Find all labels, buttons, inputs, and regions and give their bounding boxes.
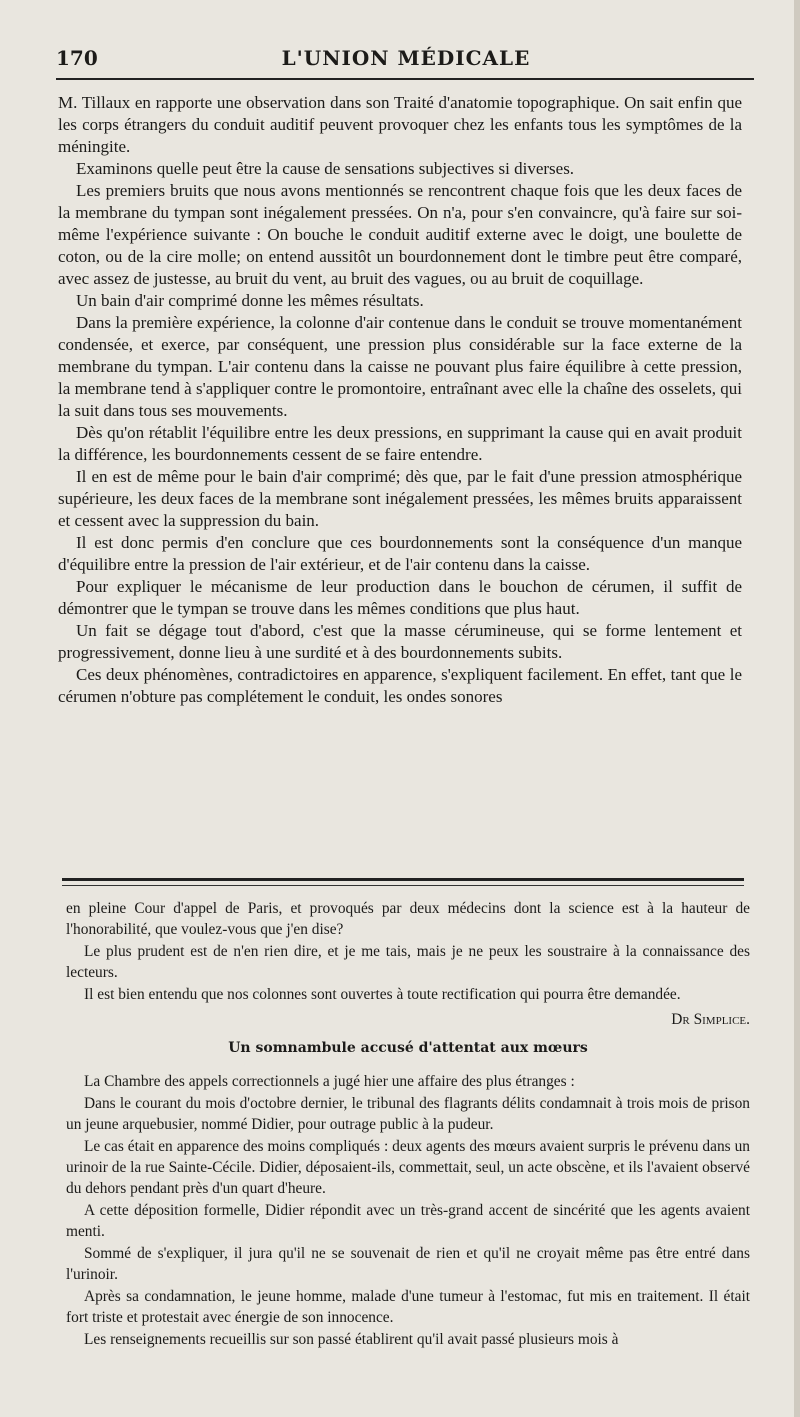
section-subheading: Un somnambule accusé d'attentat aux mœurs xyxy=(228,1040,588,1056)
main-article xyxy=(58,92,742,708)
feuilleton-paragraph: Il est bien entendu que nos colonnes sont ouvertes à toute rectification qui pourra être demandée. xyxy=(84,986,681,1003)
author-signature: Dr Simplice. xyxy=(671,1011,750,1028)
feuilleton-paragraph: La Chambre des appels correctionnels a jugé hier une affaire des plus étranges : xyxy=(84,1073,575,1090)
article-paragraph: Dans la première expérience, la colonne d'air contenue dans le conduit se trouve momentanément condensée, et exerce, par conséquent, une pression plus considérable sur la face externe de la membrane du tympan. L'air contenu dans la caisse ne pouvant plus faire équilibre à cette pression, la membrane tend à s'appliquer contre le promontoire, entraînant avec elle la chaîne des osselets, qui la suit dans tous ses mouvements. xyxy=(58,313,742,420)
article-paragraph: Les premiers bruits que nous avons mentionnés se rencontrent chaque fois que les deux faces de la membrane du tympan sont inégalement pressées. On n'a, pour s'en convaincre, qu'à faire sur soi-même l'expérience suivante : On bouche le conduit auditif externe avec le doigt, une boulette de coton, ou de la cire molle; on entend aussitôt un bourdonnement dont le timbre peut être comparé, avec assez de justesse, au bruit du vent, au bruit des vagues, ou au bruit de coquillage. xyxy=(58,181,742,288)
page-number: 170 xyxy=(56,46,98,70)
feuilleton-divider-thick xyxy=(62,878,744,881)
article-paragraph: Pour expliquer le mécanisme de leur production dans le bouchon de cérumen, il suffit de démontrer que le tympan se trouve dans les mêmes conditions que plus haut. xyxy=(58,577,742,618)
header-rule xyxy=(56,78,754,80)
feuilleton-paragraph: Les renseignements recueillis sur son passé établirent qu'il avait passé plusieurs mois à xyxy=(84,1331,619,1348)
article-paragraph: Dès qu'on rétablit l'équilibre entre les deux pressions, en supprimant la cause qui en avait produit la différence, les bourdonnements cessent de se faire entendre. xyxy=(58,423,742,464)
feuilleton-paragraph: en pleine Cour d'appel de Paris, et provoqués par deux médecins dont la science est à la hauteur de l'honorabilité, que voulez-vous que j'en dise? xyxy=(66,900,750,938)
feuilleton-divider-thin xyxy=(62,885,744,886)
article-paragraph: Ces deux phénomènes, contradictoires en apparence, s'expliquent facilement. En effet, tant que le cérumen n'obture pas complétement le conduit, les ondes sonores xyxy=(58,665,742,706)
page-edge xyxy=(794,0,800,1417)
feuilleton-paragraph: A cette déposition formelle, Didier répondit avec un très-grand accent de sincérité que les agents avaient menti. xyxy=(66,1202,750,1240)
article-paragraph: Examinons quelle peut être la cause de sensations subjectives si diverses. xyxy=(76,159,575,178)
feuilleton-section xyxy=(66,898,750,1351)
feuilleton-paragraph: Sommé de s'expliquer, il jura qu'il ne se souvenait de rien et qu'il ne croyait même pas être entré dans l'urinoir. xyxy=(66,1245,750,1283)
feuilleton-paragraph: Après sa condamnation, le jeune homme, malade d'une tumeur à l'estomac, fut mis en traitement. Il était fort triste et protestait avec énergie de son innocence. xyxy=(66,1288,750,1326)
article-paragraph: Il en est de même pour le bain d'air comprimé; dès que, par le fait d'une pression atmosphérique supérieure, les deux faces de la membrane sont inégalement pressées, les mêmes bruits apparaissent et cessent avec la suppression du bain. xyxy=(58,467,742,530)
running-title: L'UNION MÉDICALE xyxy=(281,46,531,70)
feuilleton-paragraph: Le cas était en apparence des moins compliqués : deux agents des mœurs avaient surpris le prévenu dans un urinoir de la rue Sainte-Cécile. Didier, déposaient-ils, commettait, seul, un acte obscène, et ils l'avaient observé du dehors pendant près d'un quart d'heure. xyxy=(66,1138,750,1197)
article-paragraph: Un fait se dégage tout d'abord, c'est que la masse cérumineuse, qui se forme lentement et progressivement, donne lieu à une surdité et à des bourdonnements subits. xyxy=(58,621,742,662)
page-header xyxy=(56,42,756,72)
article-paragraph: M. Tillaux en rapporte une observation dans son Traité d'anatomie topographique. On sait enfin que les corps étrangers du conduit auditif peuvent provoquer chez les enfants tous les symptômes de la méningite. xyxy=(58,93,742,156)
feuilleton-paragraph: Dans le courant du mois d'octobre dernier, le tribunal des flagrants délits condamnait à trois mois de prison un jeune arquebusier, nommé Didier, pour outrage public à la pudeur. xyxy=(66,1095,750,1133)
feuilleton-paragraph: Le plus prudent est de n'en rien dire, et je me tais, mais je ne peux les soustraire à la connaissance des lecteurs. xyxy=(66,943,750,981)
article-paragraph: Il est donc permis d'en conclure que ces bourdonnements sont la conséquence d'un manque d'équilibre entre la pression de l'air extérieur, et de l'air contenu dans la caisse. xyxy=(58,533,742,574)
article-paragraph: Un bain d'air comprimé donne les mêmes résultats. xyxy=(76,291,424,310)
